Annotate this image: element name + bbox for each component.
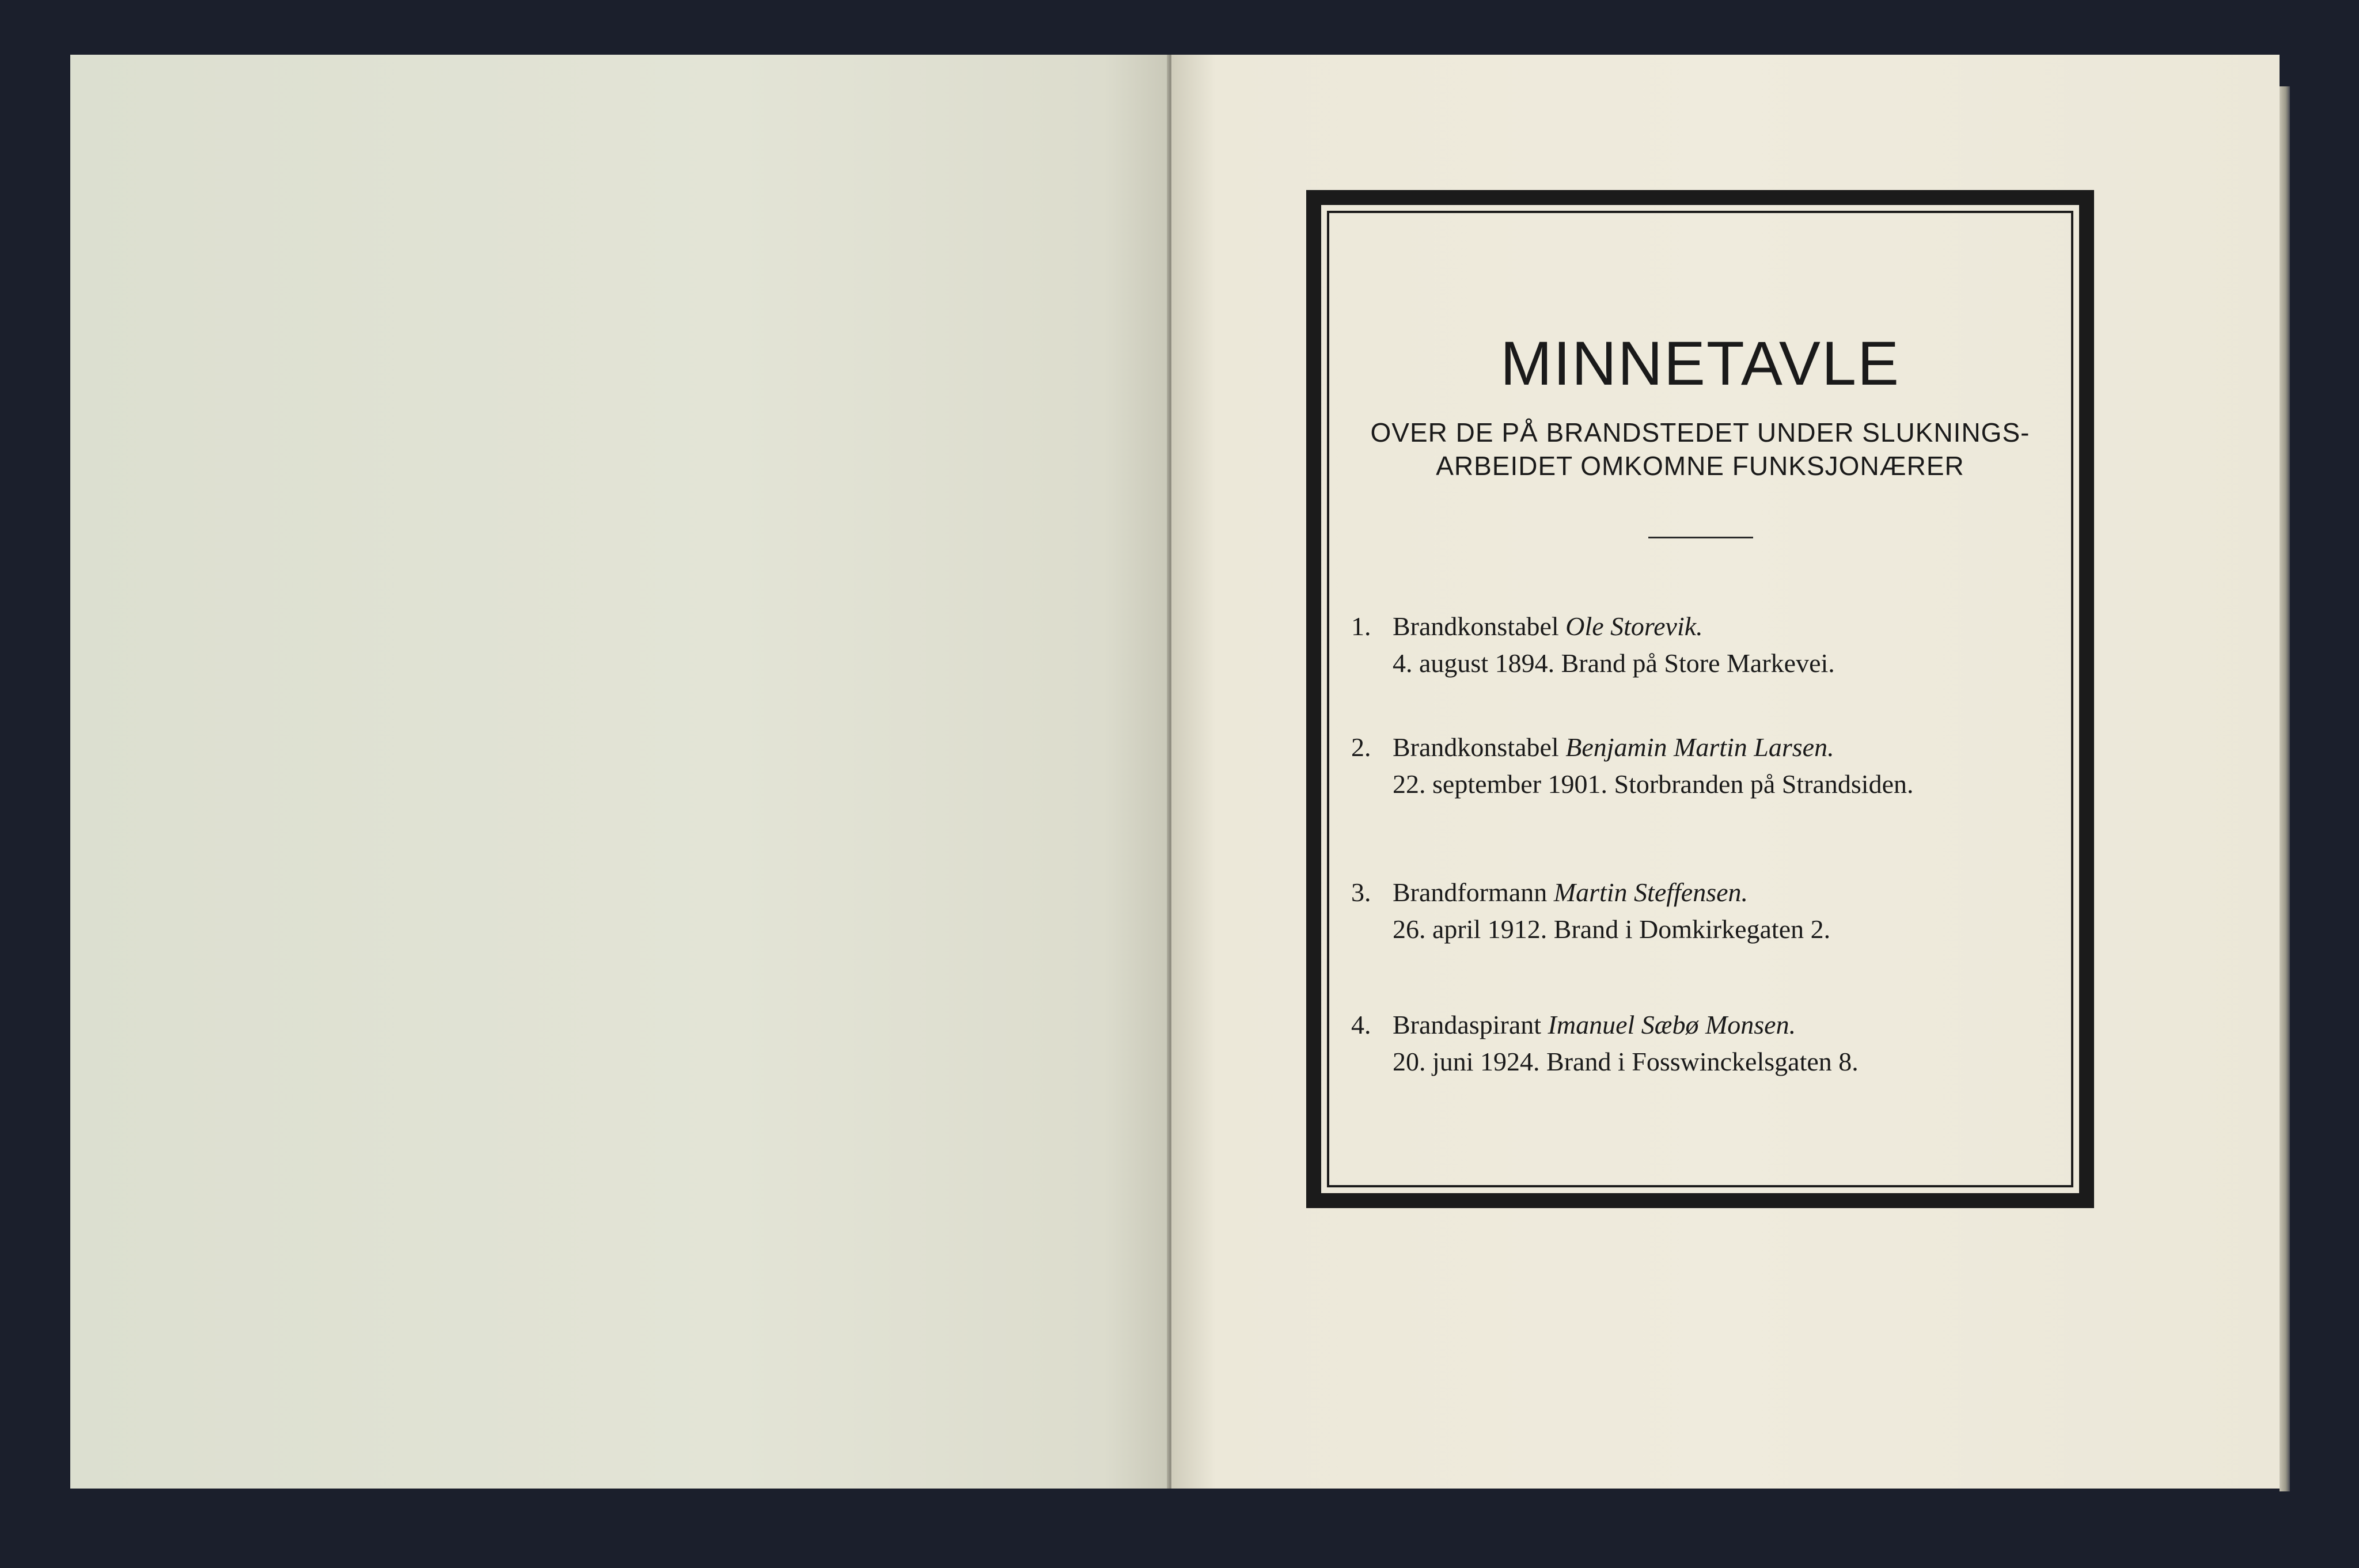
entry-details: 4. august 1894. Brand på Store Markevei. <box>1393 648 1835 678</box>
entry-name: Martin Steffensen. <box>1553 878 1749 907</box>
entry-title-line <box>1393 729 1834 766</box>
entry-name: Benjamin Martin Larsen. <box>1565 732 1834 762</box>
memorial-title: MINNETAVLE <box>1500 328 1901 398</box>
memorial-content <box>1321 205 2079 1193</box>
divider-rule <box>1648 537 1753 538</box>
entry-details: 26. april 1912. Brand i Domkirkegaten 2. <box>1393 914 1831 944</box>
entry-number: 3. <box>1351 878 1371 907</box>
entry-rank: Brandkonstabel <box>1393 732 1559 762</box>
entry-title-line <box>1393 608 1703 645</box>
memorial-frame <box>1306 190 2094 1208</box>
entry-name: Ole Storevik. <box>1565 612 1703 641</box>
entry-rank: Brandaspirant <box>1393 1010 1542 1039</box>
memorial-subtitle <box>1344 416 2056 483</box>
left-page <box>70 55 1170 1489</box>
entry-rank: Brandkonstabel <box>1393 612 1559 641</box>
entry-title-line <box>1393 1007 1796 1043</box>
entry-number: 1. <box>1351 612 1371 641</box>
entry-details: 20. juni 1924. Brand i Fosswinckelsgaten 8. <box>1393 1047 1859 1076</box>
entry-rank: Brandformann <box>1393 878 1548 907</box>
entry-details: 22. september 1901. Storbranden på Strandsiden. <box>1393 769 1914 799</box>
subtitle-text: OVER DE PÅ BRANDSTEDET UNDER SLUKNINGS- ARBEIDET OMKOMNE FUNKSJONÆRER <box>1370 417 2030 481</box>
entry-number: 4. <box>1351 1010 1371 1039</box>
entry-number: 2. <box>1351 732 1371 762</box>
entry-title-line <box>1393 874 1748 911</box>
page-edge <box>2280 86 2290 1491</box>
entry-name: Imanuel Sæbø Monsen. <box>1548 1010 1796 1039</box>
